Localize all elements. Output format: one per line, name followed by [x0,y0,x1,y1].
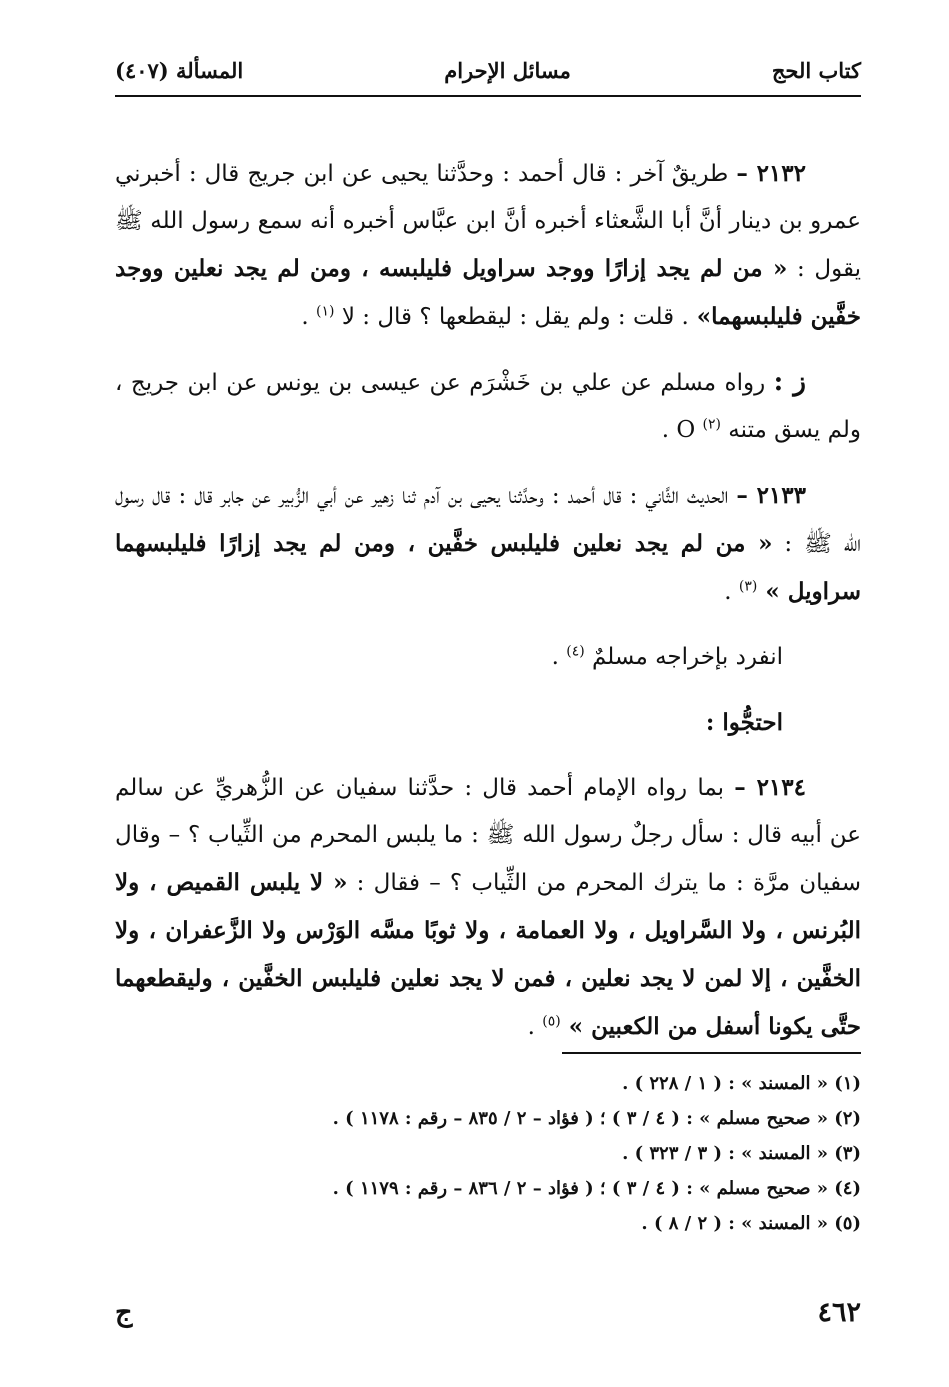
infarad-text: انفرد بإخراجه مسلمٌ [584,644,783,670]
footnote-ref[interactable]: (٣) [738,578,758,595]
footnotes [115,1066,861,1241]
page-number: ٤٦٢ [817,1296,861,1328]
hadith-tail: . قلت : ولم يقل : ليقطعها ؟ قال : لا [334,304,689,330]
footnote-ref[interactable]: (١) [316,303,335,320]
chapter-title: مسائل الإحرام [444,57,571,83]
hadith-number: ٢١٣٢ – [736,160,806,187]
header-divider [115,95,861,97]
footnote-item: (٤) « صحيح مسلم » : ( ٤ / ٣ ) ؛ ( فؤاد – ٢ / ٨٣٦ – رقم : ١١٧٩ ) . [332,1178,861,1199]
footnote-item: (٣) « المسند » : ( ٣ / ٣٢٣ ) . [622,1143,861,1164]
end-mark: O . [661,417,703,443]
sentence-end: . [301,304,317,330]
main-text [115,150,861,1069]
footnote-ref[interactable]: (٢) [702,416,721,433]
hadith-number: ٢١٣٤ – [734,774,806,801]
sentence-end: . [527,1014,543,1040]
footnote-divider [562,1052,861,1054]
note-z [115,359,861,454]
footnote-ref[interactable]: (٥) [542,1013,561,1030]
page-footer [115,1292,861,1332]
hadith-2132 [115,150,861,341]
sentence-end: . [724,579,739,605]
infarad-note [115,634,861,681]
hadith-quote: « من لم يجد إزارًا ووجد سراويل فليلبسه ، ومن لم يجد نعلين ووجد خفَّين فليلبسهما» [115,255,861,330]
volume-mark: ج [115,1296,133,1328]
hadith-chain: طريقٌ آخر : قال أحمد : وحدَّثنا يحيى عن ابن جريج قال : أخبرني عمرو بن دينار أنَّ أبا الشَّعثاء أخبره أنَّ ابن عبَّاس أخبره أنه سمع رسول الله ﷺ يقول : [115,161,861,282]
hadith-2133 [115,472,861,616]
footnote-item: (٥) « المسند » : ( ٢ / ٨ ) . [641,1213,861,1234]
note-text: رواه مسلم عن علي بن خَشْرَم عن عيسى بن يونس عن ابن جريج ، ولم يسق متنه [115,370,861,443]
running-header [115,50,861,90]
z-symbol: ز : [773,367,806,397]
issue-label: المسألة (٤٠٧) [115,57,244,83]
section-heading: احتجُّوا : [705,709,783,736]
hadith-chain: بما رواه الإمام أحمد قال : حدَّثنا سفيان عن الزُّهريِّ عن سالم عن أبيه قال : سأل رجلٌ رسول الله ﷺ : ما يلبس المحرم من الثِّياب ؟ – وقال سفيان مرَّة : ما يترك المحرم من الثِّياب ؟ – فقال : [115,775,861,896]
hadith-number: ٢١٣٣ – [736,482,806,509]
hadith-2134 [115,764,861,1051]
book-title: كتاب الحج [771,57,861,83]
hadith-chain: الحديث الثَّاني : قال أحمد : وحدَّثنا يحيى بن آدم ثنا زهير عن أبي الزُّبير عن جابر قال : قال رسول الله ﷺ : [115,483,861,557]
footnote-item: (٢) « صحيح مسلم » : ( ٤ / ٣ ) ؛ ( فؤاد – ٢ / ٨٣٥ – رقم : ١١٧٨ ) . [332,1108,861,1129]
sentence-end: . [551,644,567,670]
footnote-item: (١) « المسند » : ( ١ / ٢٢٨ ) . [622,1073,861,1094]
footnote-ref[interactable]: (٤) [566,643,585,660]
hadith-quote: « من لم يجد نعلين فليلبس خفَّين ، ومن لم يجد إزارًا فليلبسهما سراويل » [115,530,861,605]
hadith-quote: « لا يلبس القميص ، ولا البُرنس ، ولا السَّراويل ، ولا العمامة ، ولا ثوبًا مسَّه الوَرْس ولا الزَّعفران ، ولا الخفَّين ، إلا لمن لا يجد نعلين ، فمن لا يجد نعلين فليلبس الخفَّين ، وليقطعهما حتَّى يكونا أسفل من الكعبين » [115,869,861,1040]
